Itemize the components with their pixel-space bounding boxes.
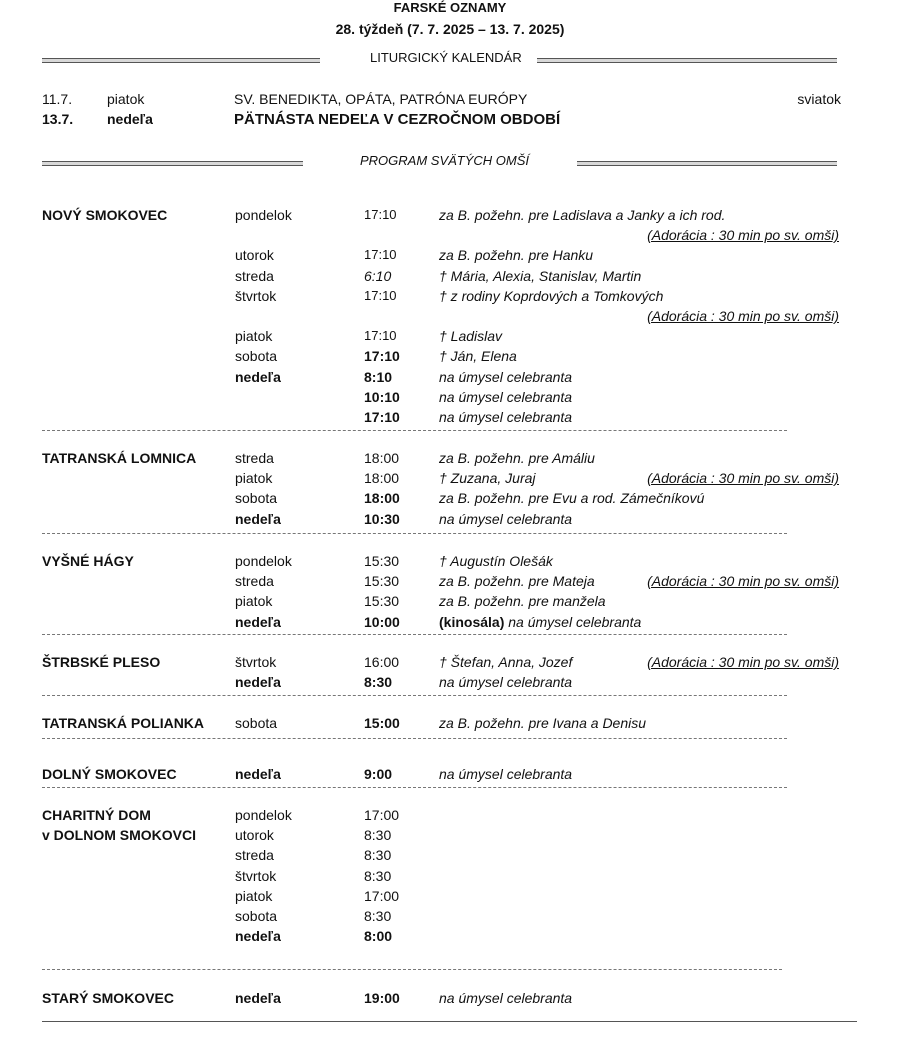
mass-intention-text: † z rodiny Koprdových a Tomkových xyxy=(439,288,664,304)
mass-time: 19:00 xyxy=(364,990,400,1006)
mass-day: nedeľa xyxy=(235,674,281,690)
mass-time: 9:00 xyxy=(364,766,393,782)
mass-time: 15:30 xyxy=(364,593,400,609)
mass-intention-text: na úmysel celebranta xyxy=(439,389,573,405)
mass-time: 17:00 xyxy=(364,888,400,904)
parish-name: ŠTRBSKÉ PLESO xyxy=(42,654,161,670)
mass-day: piatok xyxy=(235,593,273,609)
mass-intention xyxy=(439,511,572,527)
section-rule-right xyxy=(577,161,837,166)
mass-intention xyxy=(439,573,595,589)
program-heading: PROGRAM SVÄTÝCH OMŠÍ xyxy=(360,153,530,168)
parish-name: CHARITNÝ DOM xyxy=(42,807,151,823)
mass-time: 17:10 xyxy=(364,288,397,303)
parish-separator xyxy=(42,533,787,534)
mass-intention xyxy=(439,328,502,344)
mass-intention xyxy=(439,654,572,670)
calendar-section-header xyxy=(42,50,837,70)
mass-intention-text: † Zuzana, Juraj xyxy=(439,470,536,486)
bulletin-title: FARSKÉ OZNAMY xyxy=(393,0,507,15)
adoration-note: (Adorácia : 30 min po sv. omši) xyxy=(647,470,839,486)
mass-time: 18:00 xyxy=(364,450,400,466)
mass-day: pondelok xyxy=(235,807,292,823)
mass-day: sobota xyxy=(235,348,278,364)
mass-time: 17:10 xyxy=(364,328,397,343)
mass-intention xyxy=(439,593,606,609)
mass-intention-text: za B. požehn. pre Mateja xyxy=(439,573,595,589)
mass-day: štvrtok xyxy=(235,288,277,304)
mass-intention xyxy=(439,389,572,405)
calendar-feast: SV. BENEDIKTA, OPÁTA, PATRÓNA EURÓPY xyxy=(234,91,528,107)
mass-day: nedeľa xyxy=(235,990,281,1006)
mass-intention-text: † Ladislav xyxy=(439,328,503,344)
mass-intention-text: na úmysel celebranta xyxy=(508,614,642,630)
bulletin-week: 28. týždeň (7. 7. 2025 – 13. 7. 2025) xyxy=(335,21,565,37)
adoration-note: (Adorácia : 30 min po sv. omši) xyxy=(647,654,839,670)
mass-day: nedeľa xyxy=(235,614,281,630)
calendar-date: 11.7. xyxy=(42,91,73,107)
mass-day: sobota xyxy=(235,908,278,924)
parish-name: VYŠNÉ HÁGY xyxy=(42,553,134,569)
mass-intention xyxy=(439,348,517,364)
mass-intention xyxy=(439,715,646,731)
parish-name-line2: v DOLNOM SMOKOVCI xyxy=(42,827,197,844)
mass-day: piatok xyxy=(235,888,273,904)
mass-time: 8:30 xyxy=(364,674,393,690)
mass-day: pondelok xyxy=(235,207,292,223)
parish-separator xyxy=(42,634,787,635)
mass-intention xyxy=(439,409,572,425)
calendar-date: 13.7. xyxy=(42,111,74,127)
mass-time: 17:10 xyxy=(364,207,397,222)
mass-day: sobota xyxy=(235,490,278,506)
mass-time: 18:00 xyxy=(364,470,400,486)
mass-time: 8:10 xyxy=(364,369,393,385)
mass-time: 8:30 xyxy=(364,847,392,863)
mass-day: sobota xyxy=(235,715,278,731)
mass-intention xyxy=(439,990,572,1006)
mass-intention-text: na úmysel celebranta xyxy=(439,766,573,782)
mass-day: nedeľa xyxy=(235,766,281,782)
calendar-day: nedeľa xyxy=(107,111,153,127)
mass-intention-text: za B. požehn. pre manžela xyxy=(439,593,606,609)
mass-day: piatok xyxy=(235,328,273,344)
calendar-rank: sviatok xyxy=(797,91,841,107)
mass-time: 15:30 xyxy=(364,573,400,589)
mass-intention xyxy=(439,674,572,690)
parish-separator xyxy=(42,738,787,739)
mass-day: utorok xyxy=(235,827,274,843)
mass-intention-text: za B. požehn. pre Amáliu xyxy=(439,450,595,466)
mass-intention-text: na úmysel celebranta xyxy=(439,369,573,385)
mass-time: 17:10 xyxy=(364,348,400,364)
mass-time: 17:00 xyxy=(364,807,400,823)
mass-time: 10:00 xyxy=(364,614,400,630)
program-section-header xyxy=(42,153,837,173)
mass-time: 8:30 xyxy=(364,868,392,884)
mass-day: streda xyxy=(235,450,274,466)
mass-day: nedeľa xyxy=(235,369,281,385)
parish-separator xyxy=(42,787,787,788)
mass-intention-text: za B. požehn. pre Ladislava a Janky a ich rod. xyxy=(439,207,726,223)
section-rule-left xyxy=(42,161,303,166)
mass-day: štvrtok xyxy=(235,654,277,670)
mass-intention xyxy=(439,268,641,284)
parish-separator xyxy=(42,430,787,431)
mass-intention-text: na úmysel celebranta xyxy=(439,674,573,690)
section-rule-left xyxy=(42,58,320,63)
mass-location-note: (kinosála) xyxy=(439,614,509,630)
mass-intention-text: za B. požehn. pre Evu a rod. Zámečníkovú xyxy=(439,490,705,506)
parish-name: NOVÝ SMOKOVEC xyxy=(42,207,168,223)
mass-intention-text: na úmysel celebranta xyxy=(439,511,573,527)
parish-name: DOLNÝ SMOKOVEC xyxy=(42,766,177,782)
mass-intention-text: na úmysel celebranta xyxy=(439,990,573,1006)
mass-intention xyxy=(439,614,641,630)
mass-intention xyxy=(439,490,704,506)
mass-time: 17:10 xyxy=(364,409,400,425)
adoration-note: (Adorácia : 30 min po sv. omši) xyxy=(647,227,839,243)
parish-separator xyxy=(42,695,787,696)
mass-intention-text: na úmysel celebranta xyxy=(439,409,573,425)
bottom-rule xyxy=(42,1021,857,1022)
parish-name: TATRANSKÁ POLIANKA xyxy=(42,715,205,731)
mass-intention xyxy=(439,450,595,466)
mass-intention-text: † Mária, Alexia, Stanislav, Martin xyxy=(439,268,642,284)
calendar-heading: LITURGICKÝ KALENDÁR xyxy=(370,50,522,65)
mass-intention xyxy=(439,247,593,263)
mass-intention xyxy=(439,766,572,782)
mass-intention-text: † Štefan, Anna, Jozef xyxy=(439,654,573,670)
mass-time: 10:30 xyxy=(364,511,400,527)
mass-intention xyxy=(439,288,663,304)
mass-intention-text: † Augustín Olešák xyxy=(439,553,553,569)
mass-day: štvrtok xyxy=(235,868,277,884)
mass-time: 8:00 xyxy=(364,928,393,944)
adoration-note: (Adorácia : 30 min po sv. omši) xyxy=(647,308,839,324)
mass-time: 15:00 xyxy=(364,715,400,731)
mass-intention xyxy=(439,553,553,569)
mass-day: nedeľa xyxy=(235,928,281,944)
mass-day: utorok xyxy=(235,247,274,263)
adoration-note: (Adorácia : 30 min po sv. omši) xyxy=(647,573,839,589)
mass-time: 10:10 xyxy=(364,389,400,405)
mass-day: streda xyxy=(235,847,274,863)
mass-intention xyxy=(439,470,536,486)
mass-time: 8:30 xyxy=(364,908,392,924)
mass-intention xyxy=(439,207,725,223)
mass-intention-text: za B. požehn. pre Hanku xyxy=(439,247,594,263)
mass-day: streda xyxy=(235,573,274,589)
mass-time: 6:10 xyxy=(364,268,392,284)
calendar-feast: PÄTNÁSTA NEDEĽA V CEZROČNOM OBDOBÍ xyxy=(234,111,561,128)
mass-day: streda xyxy=(235,268,274,284)
mass-intention-text: † Ján, Elena xyxy=(439,348,517,364)
mass-day: pondelok xyxy=(235,553,292,569)
mass-intention-text: za B. požehn. pre Ivana a Denisu xyxy=(439,715,647,731)
mass-time: 17:10 xyxy=(364,247,397,262)
calendar-day: piatok xyxy=(107,91,145,107)
mass-day: piatok xyxy=(235,470,273,486)
parish-name: TATRANSKÁ LOMNICA xyxy=(42,450,197,466)
mass-time: 15:30 xyxy=(364,553,400,569)
mass-time: 8:30 xyxy=(364,827,392,843)
mass-time: 16:00 xyxy=(364,654,400,670)
parish-separator xyxy=(42,969,782,970)
section-rule-right xyxy=(537,58,837,63)
mass-intention xyxy=(439,369,572,385)
mass-day: nedeľa xyxy=(235,511,281,527)
mass-time: 18:00 xyxy=(364,490,400,506)
parish-name: STARÝ SMOKOVEC xyxy=(42,990,174,1006)
